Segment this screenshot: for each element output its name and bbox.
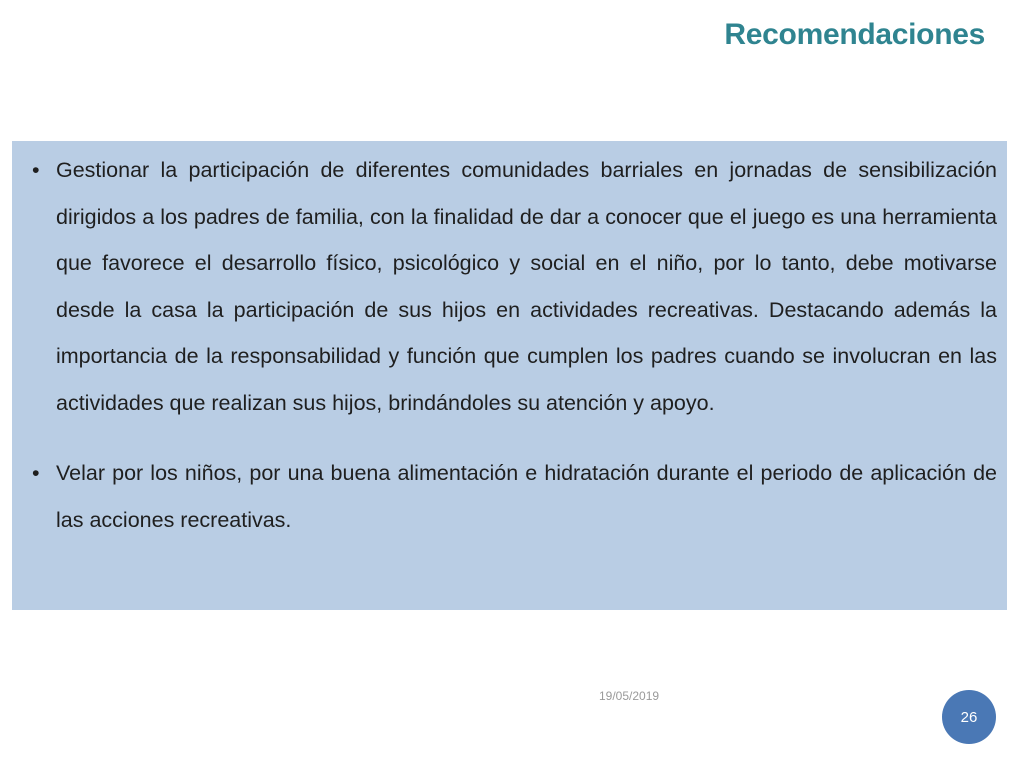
recommendations-list [32,147,997,543]
slide-title: Recomendaciones [724,18,985,51]
page-number-badge: 26 [942,690,996,744]
recommendation-item [32,450,997,543]
recommendation-item [32,147,997,426]
slide-date: 19/05/2019 [599,689,660,703]
recommendation-text: Velar por los niños, por una buena alimentación e hidratación durante el periodo de aplicación de las acciones recreativas. [56,461,997,532]
recommendation-text: Gestionar la participación de diferentes comunidades barriales en jornadas de sensibilización dirigidos a los padres de familia, con la finalidad de dar a conocer que el juego es una herramienta que favorece el desarrollo físico, psicológico y social en el niño, por lo tanto, debe motivarse desde la casa la participación de sus hijos en actividades recreativas. Destacando además la importancia de la responsabilidad y función que cumplen los padres cuando se involucran en las actividades que realizan sus hijos, brindándoles su atención y apoyo. [56,158,997,415]
recommendations-box [12,141,1007,610]
bullet-icon: • [32,158,40,182]
bullet-icon: • [32,461,40,485]
